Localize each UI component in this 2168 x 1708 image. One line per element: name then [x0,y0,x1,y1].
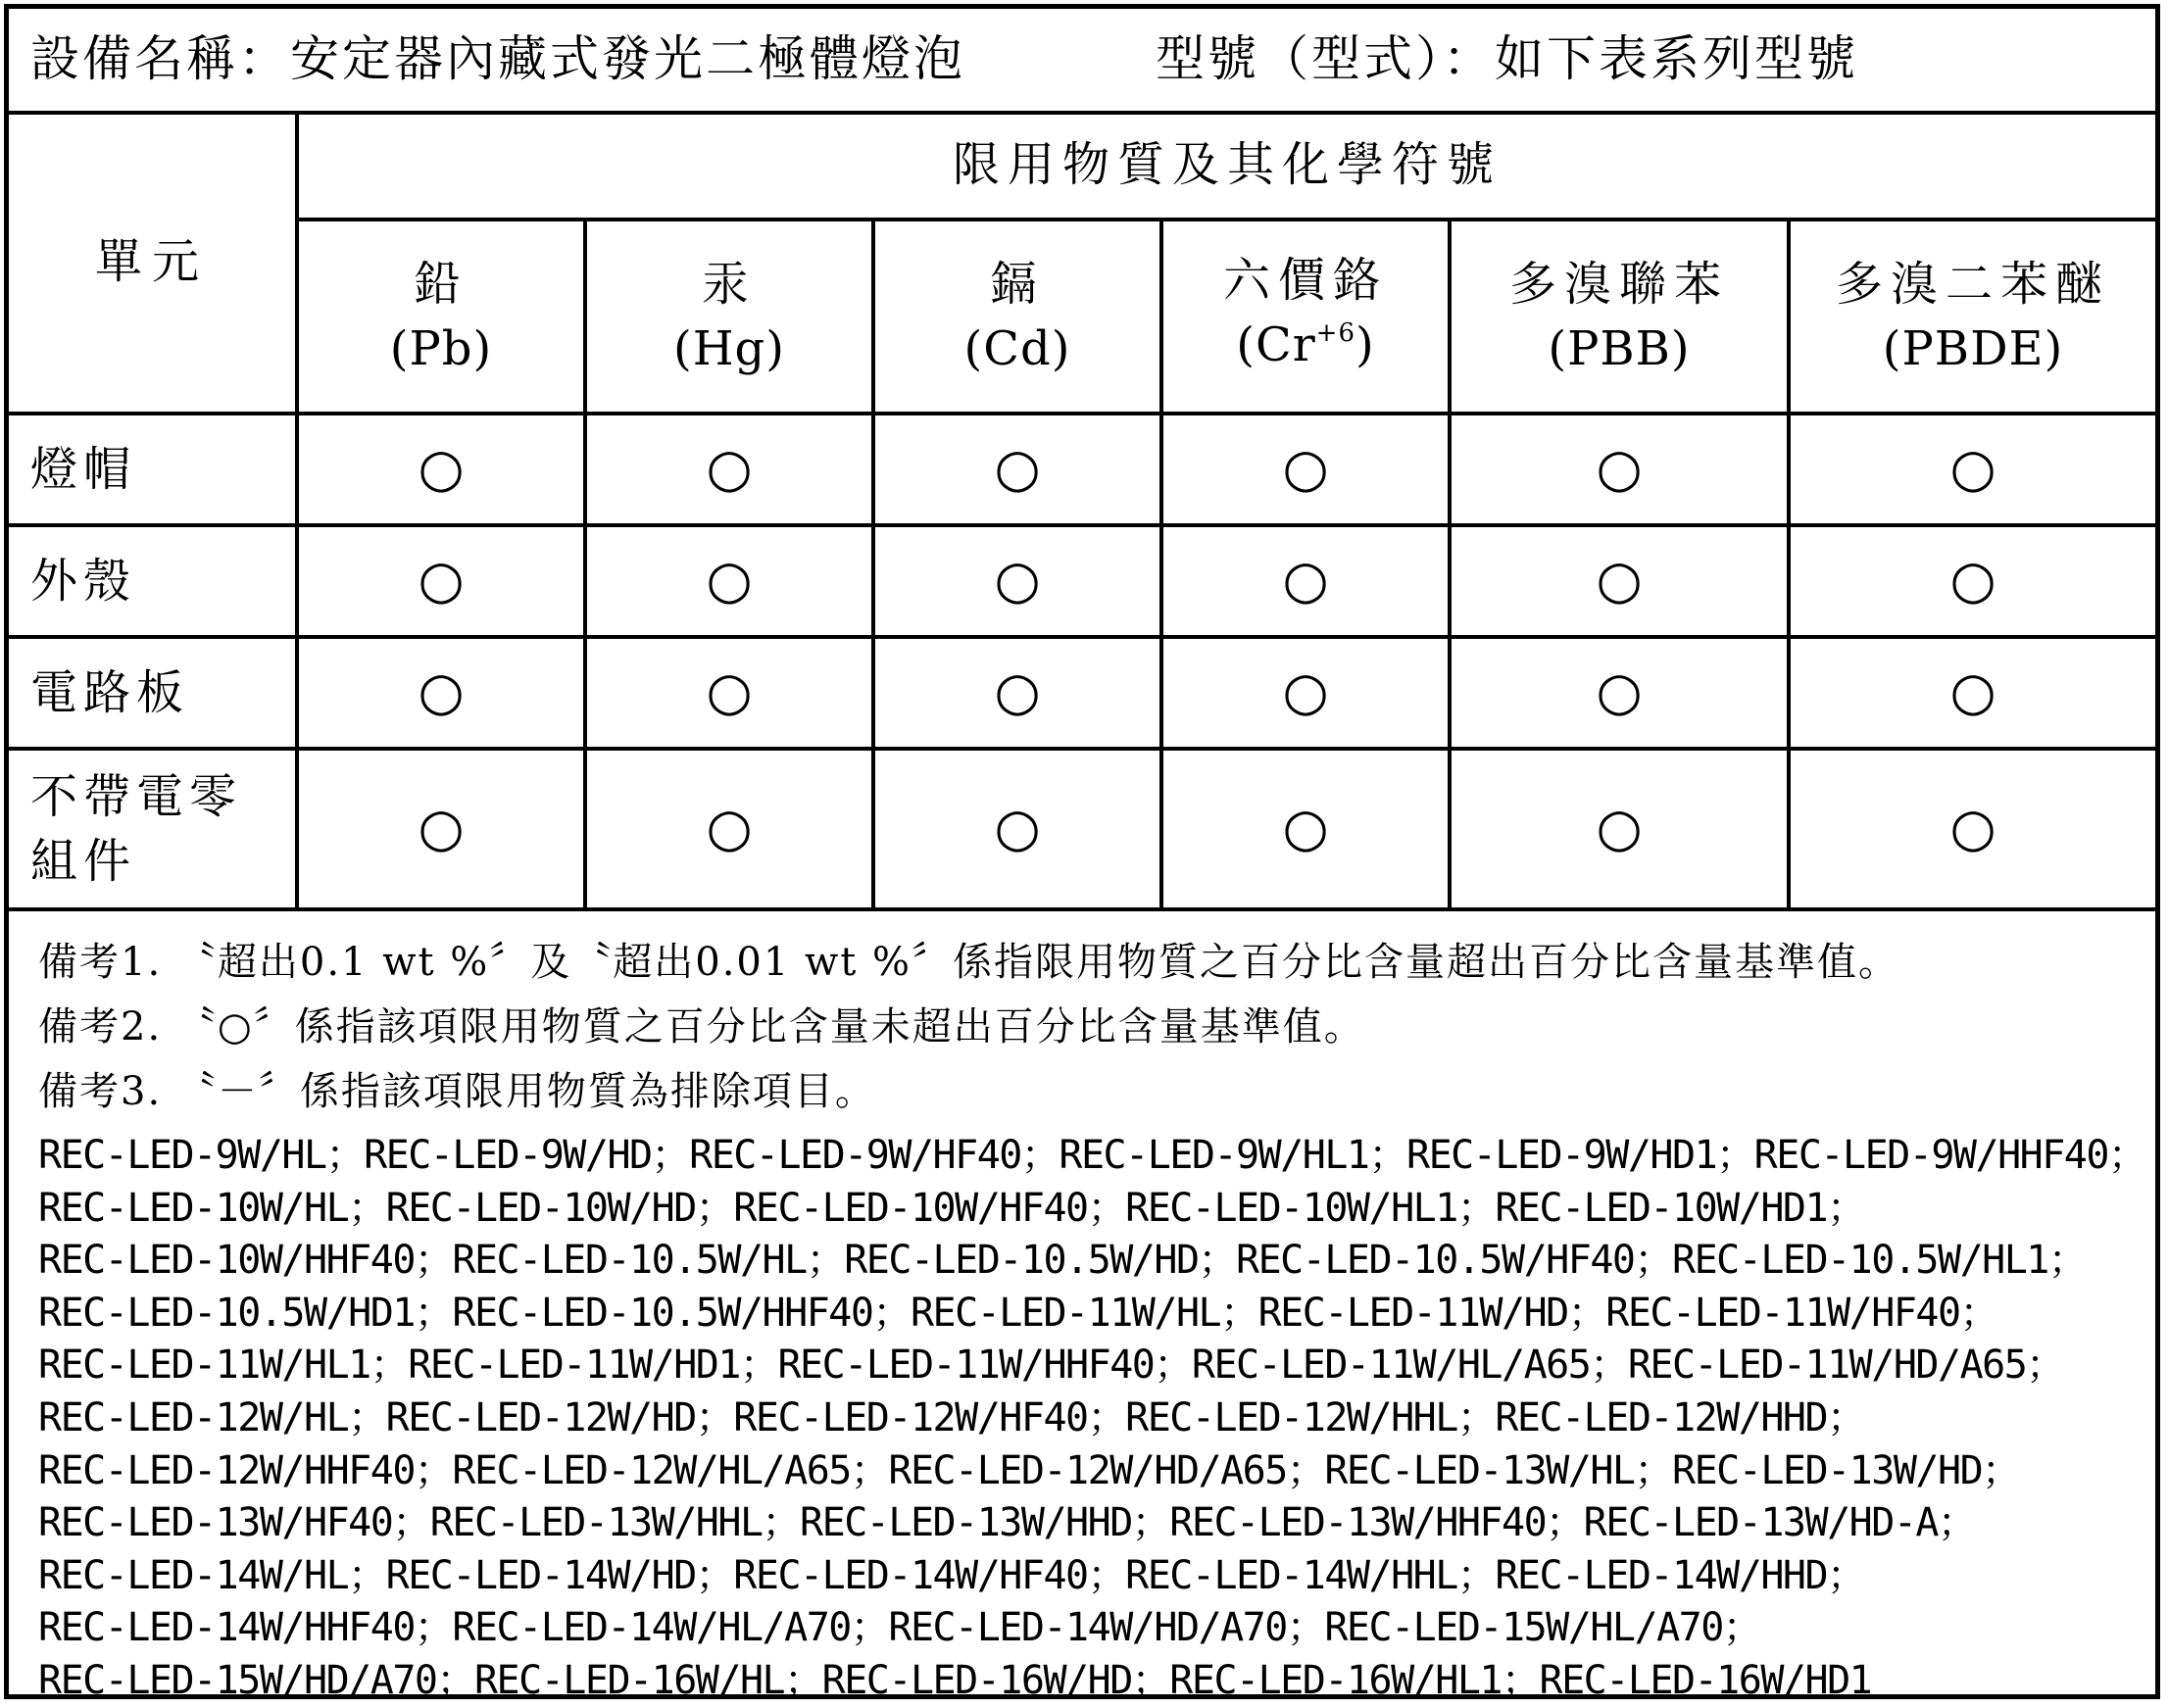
substance-name: 汞 [701,257,757,312]
substance-header-pbde [1789,220,2155,414]
substance-header-pbb [1450,220,1789,414]
compliance-mark: ○ [418,797,465,858]
substance-header-hexavalent-chromium [1161,220,1450,414]
compliance-mark: ○ [1596,660,1643,722]
model-line: REC-LED-10W/HL；REC-LED-10W/HD；REC-LED-10W/HF40；REC-LED-10W/HL1；REC-LED-10W/HD1； [38,1185,1865,1231]
table-row [9,525,2155,637]
compliance-mark: ○ [706,437,753,499]
model-list [38,1130,2146,1708]
note-1: 備考1. 〝超出0.1 wt %〞及〝超出0.01 wt %〞係指限用物質之百分比含量超出百分比含量基準值。 [38,940,1900,985]
compliance-mark: ○ [994,549,1041,610]
substance-symbol: (PBB) [1548,321,1691,376]
compliance-mark: ○ [1282,660,1329,722]
substance-header-mercury [585,220,873,414]
model-line: REC-LED-14W/HL；REC-LED-14W/HD；REC-LED-14W/HF40；REC-LED-14W/HHL；REC-LED-14W/HHD； [38,1552,1865,1598]
substance-name: 多溴二苯醚 [1836,257,2111,312]
note-3: 備考3. 〝－〞係指該項限用物質為排除項目。 [38,1069,876,1114]
substance-symbol: (Cd) [963,321,1071,376]
note-2: 備考2. 〝○〞係指該項限用物質之百分比含量未超出百分比含量基準值。 [38,1004,1365,1049]
compliance-mark: ○ [418,549,465,610]
unit-label: 外殼 [9,525,297,637]
table-row [9,749,2155,909]
substance-symbol-base: (Cr [1236,317,1316,372]
substance-symbol: (Pb) [389,321,493,376]
compliance-mark: ○ [1596,549,1643,610]
substance-name: 六價鉻 [1222,253,1388,308]
compliance-mark: ○ [706,660,753,722]
substance-symbol-superscript: +6 [1315,318,1355,348]
model-line: REC-LED-12W/HHF40；REC-LED-12W/HL/A65；REC-LED-12W/HD/A65；REC-LED-13W/HL；REC-LED-13W/HD； [38,1447,2020,1493]
model-line: REC-LED-15W/HD/A70；REC-LED-16W/HL；REC-LED-16W/HD；REC-LED-16W/HL1；REC-LED-16W/HD1 [38,1657,1872,1703]
unit-label-line: 不帶電零 [30,769,243,824]
compliance-mark: ○ [994,660,1041,722]
unit-label-line: 組件 [30,834,137,889]
table-row [9,637,2155,749]
compliance-mark: ○ [1282,437,1329,499]
model-line: REC-LED-13W/HF40；REC-LED-13W/HHL；REC-LED-13W/HHD；REC-LED-13W/HHF40；REC-LED-13W/HD-A； [38,1500,1976,1546]
model-line: REC-LED-12W/HL；REC-LED-12W/HD；REC-LED-12W/HF40；REC-LED-12W/HHL；REC-LED-12W/HHD； [38,1394,1865,1440]
model-line: REC-LED-14W/HHF40；REC-LED-14W/HL/A70；REC-LED-14W/HD/A70；REC-LED-15W/HL/A70； [38,1605,1761,1651]
rohs-declaration-document [4,4,2160,1703]
compliance-mark: ○ [1282,797,1329,858]
compliance-mark: ○ [1949,660,1996,722]
substance-symbol [1163,313,1448,385]
compliance-mark: ○ [1596,437,1643,499]
compliance-mark: ○ [706,549,753,610]
substances-header: 限用物質及其化學符號 [297,111,2155,220]
substance-name: 多溴聯苯 [1508,257,1729,312]
compliance-mark: ○ [1282,549,1329,610]
compliance-mark: ○ [994,437,1041,499]
substance-name: 鎘 [989,257,1045,312]
compliance-mark: ○ [1596,797,1643,858]
substance-symbol: (Hg) [672,321,786,376]
substance-symbol-close: ) [1355,317,1375,372]
compliance-mark: ○ [1949,549,1996,610]
unit-label [9,749,297,909]
equipment-name: 設備名稱：安定器內藏式發光二極體燈泡 [30,30,965,87]
unit-label: 燈帽 [9,414,297,525]
substance-header-lead [297,220,585,414]
model-type: 型號（型式）：如下表系列型號 [1156,30,1858,87]
unit-label: 電路板 [9,637,297,749]
model-line: REC-LED-10.5W/HD1；REC-LED-10.5W/HHF40；REC-LED-11W/HL；REC-LED-11W/HD；REC-LED-11W/HF40； [38,1290,1998,1336]
notes-section [9,910,2155,1703]
restricted-substances-table [9,111,2155,911]
compliance-mark: ○ [1949,797,1996,858]
model-line: REC-LED-9W/HL；REC-LED-9W/HD；REC-LED-9W/HF40；REC-LED-9W/HL1；REC-LED-9W/HD1；REC-LED-9W/HHF40； [38,1133,2146,1178]
model-line: REC-LED-11W/HL1；REC-LED-11W/HD1；REC-LED-11W/HHF40；REC-LED-11W/HL/A65；REC-LED-11W/HD/A65； [38,1342,2064,1389]
compliance-mark: ○ [418,660,465,722]
compliance-mark: ○ [418,437,465,499]
model-line: REC-LED-10W/HHF40；REC-LED-10.5W/HL；REC-LED-10.5W/HD；REC-LED-10.5W/HF40；REC-LED-10.5W/HL1； [38,1238,2087,1284]
table-row [9,414,2155,525]
document-header [9,9,2155,115]
compliance-mark: ○ [1949,437,1996,499]
unit-column-header: 單元 [9,111,297,414]
substance-symbol: (PBDE) [1882,321,2064,376]
substance-name: 鉛 [413,257,468,312]
compliance-mark: ○ [994,797,1041,858]
substance-header-cadmium [873,220,1161,414]
compliance-mark: ○ [706,797,753,858]
